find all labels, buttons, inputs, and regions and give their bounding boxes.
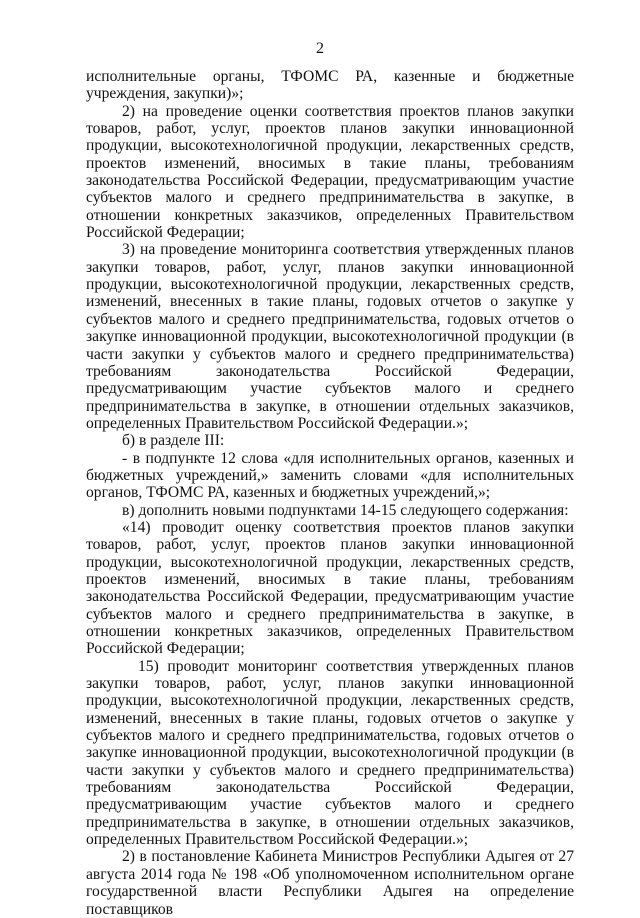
paragraph-item-3: 3) на проведение мониторинга соответствия утвержденных планов закупки товаров, работ, услуг, планов закупки инновационной продукции, высокотехнологичной продукции, лекарственных средств, изменений, внесенных в такие планы, годовых отчетов о закупке у субъектов малого и среднего предпринимательства, годовых отчетов о закупке инновационной продукции, высокотехнологичной продукции (в части закупки у субъектов малого и среднего предпринимательства) требованиям законодательства Российской Федерации, предусматривающим участие субъектов малого и среднего предпринимательства в закупке, в отношении отдельных заказчиков, определенных Правительством Российской Федерации.»; [86,241,574,432]
paragraph-continuation: исполнительные органы, ТФОМС РА, казенные и бюджетные учреждения, закупки)»; [86,68,574,103]
paragraph-section-b: б) в разделе III: [122,432,225,450]
paragraph-subclause-12: - в подпункте 12 слова «для исполнительных органов, казенных и бюджетных учреждений,» заменить словами «для исполнительных органов, ТФОМС РА, казенных и бюджетных учреждений,»; [86,449,574,502]
paragraph-item-2: 2) на проведение оценки соответствия проектов планов закупки товаров, работ, услуг, проектов планов закупки инновационной продукции, высокотехнологичной продукции, лекарственных средств, проектов изменений, вносимых в такие планы, требованиям законодательства Российской Федерации, предусматривающим участие субъектов малого и среднего предпринимательства в закупке, в отношении конкретных заказчиков, определенных Правительством Российской Федерации; [86,102,574,242]
document-body [86,68,574,918]
page-number: 2 [316,40,324,57]
paragraph-subclause-14: «14) проводит оценку соответствия проектов планов закупки товаров, работ, услуг, проектов планов закупки инновационной продукции, высокотехнологичной продукции, лекарственных средств, проектов изменений, вносимых в такие планы, требованиям законодательства Российской Федерации, предусматривающим участие субъектов малого и среднего предпринимательства в закупке, в отношении конкретных заказчиков, определенных Правительством Российской Федерации; [86,518,574,658]
paragraph-item-2-resolution: 2) в постановление Кабинета Министров Республики Адыгея от 27 августа 2014 года № 198 «Об уполномоченном исполнительном органе государственной власти Республики Адыгея на определение поставщиков [86,848,574,918]
paragraph-section-v: в) дополнить новыми подпунктами 14-15 следующего содержания: [122,501,569,519]
paragraph-subclause-15: 15) проводит мониторинг соответствия утвержденных планов закупки товаров, работ, услуг, планов закупки инновационной продукции, высокотехнологичной продукции, лекарственных средств, изменений, внесенных в такие планы, годовых отчетов о закупке у субъектов малого и среднего предпринимательства, годовых отчетов о закупке инновационной продукции, высокотехнологичной продукции (в части закупки у субъектов малого и среднего предпринимательства) требованиям законодательства Российской Федерации, предусматривающим участие субъектов малого и среднего предпринимательства в закупке, в отношении отдельных заказчиков, определенных Правительством Российской Федерации.»; [86,657,574,849]
